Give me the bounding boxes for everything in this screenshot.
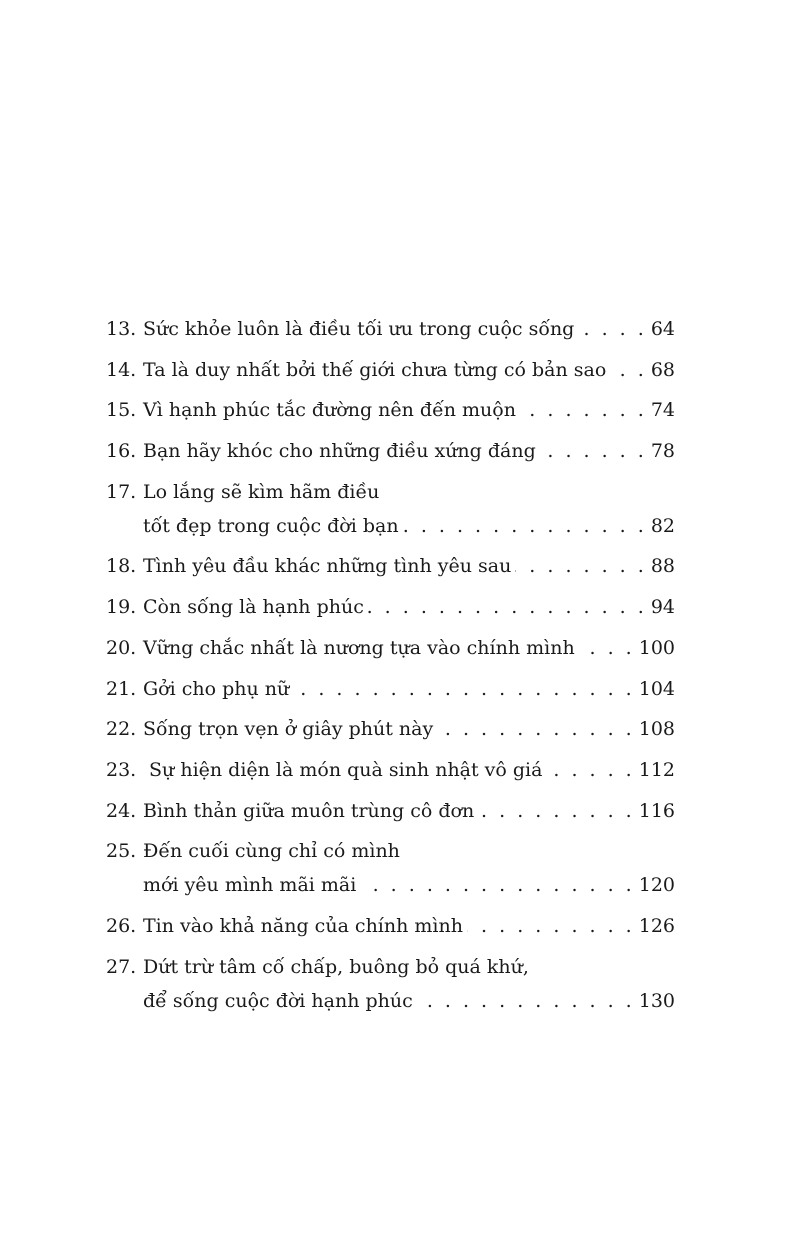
entry-title: Tin vào khả năng của chính mình	[143, 914, 463, 937]
entry-number: 21.	[106, 677, 137, 700]
dot-leader	[520, 393, 647, 427]
dot-leader	[478, 794, 635, 828]
toc-entry	[106, 312, 675, 346]
entry-title: Dứt trừ tâm cố chấp, buông bỏ quá khứ,	[143, 955, 529, 978]
toc-entry	[106, 834, 675, 902]
entry-page: 104	[638, 677, 675, 700]
entry-number: 20.	[106, 636, 137, 659]
toc-entry	[106, 353, 675, 387]
entry-number: 26.	[106, 914, 137, 937]
toc-entry	[106, 549, 675, 583]
entry-number: 23.	[106, 758, 137, 781]
toc-entry	[106, 590, 675, 624]
entry-title: Vì hạnh phúc tắc đường nên đến muộn	[143, 399, 516, 422]
entry-page: 64	[650, 318, 675, 340]
entry-title-continued: mới yêu mình mãi mãi	[143, 874, 357, 897]
entry-page: 82	[650, 514, 675, 537]
entry-number: 24.	[106, 799, 137, 822]
dot-leader	[540, 434, 647, 468]
entry-page: 108	[638, 718, 675, 741]
toc-entry	[106, 434, 675, 468]
dot-leader	[579, 631, 635, 665]
entry-page: 68	[650, 358, 675, 381]
toc-entry	[106, 672, 675, 706]
toc-entry	[106, 631, 675, 665]
dot-leader	[417, 984, 635, 1018]
dot-leader	[437, 712, 635, 746]
entry-title-continued: để sống cuộc đời hạnh phúc	[143, 989, 413, 1012]
entry-title: Đến cuối cùng chỉ có mình	[143, 840, 400, 863]
entry-page: 130	[638, 989, 675, 1012]
toc-entry	[106, 909, 675, 943]
entry-page: 78	[650, 440, 675, 463]
entry-number: 18.	[106, 555, 137, 578]
dot-leader	[403, 509, 647, 543]
dot-leader	[578, 312, 646, 346]
entry-title: Tình yêu đầu khác những tình yêu sau	[143, 555, 512, 578]
entry-page: 74	[650, 399, 675, 422]
entry-number: 13.	[106, 318, 137, 340]
entry-number: 15.	[106, 399, 137, 422]
entry-title-continued: tốt đẹp trong cuộc đời bạn	[143, 514, 399, 537]
entry-number: 22.	[106, 718, 137, 741]
entry-page: 112	[638, 758, 675, 781]
entry-page: 94	[650, 596, 675, 619]
entry-title: Sống trọn vẹn ở giây phút này	[143, 718, 434, 741]
dot-leader	[368, 590, 647, 624]
entry-number: 16.	[106, 440, 137, 463]
entry-title: Bạn hãy khóc cho những điều xứng đáng	[143, 440, 536, 463]
entry-page: 88	[650, 555, 675, 578]
toc-entry	[106, 950, 675, 1018]
dot-leader	[515, 549, 647, 583]
entry-number: 25.	[106, 840, 137, 863]
toc-entry	[106, 712, 675, 746]
toc-entry	[106, 794, 675, 828]
entry-title: Gởi cho phụ nữ	[143, 677, 290, 700]
dot-leader	[293, 672, 634, 706]
entry-number: 27.	[106, 955, 137, 978]
table-of-contents	[106, 312, 675, 1024]
toc-entry	[106, 475, 675, 543]
entry-page: 116	[638, 799, 675, 822]
entry-number: 19.	[106, 596, 137, 619]
entry-number: 14.	[106, 358, 137, 381]
dot-leader	[467, 909, 635, 943]
entry-title: Còn sống là hạnh phúc	[143, 596, 364, 619]
toc-entry	[106, 393, 675, 427]
entry-title: Lo lắng sẽ kìm hãm điều	[143, 480, 380, 503]
toc-entry	[106, 753, 675, 787]
entry-number: 17.	[106, 480, 137, 503]
entry-title: Sức khỏe luôn là điều tối ưu trong cuộc sống	[143, 318, 575, 340]
entry-title: Sự hiện diện là món quà sinh nhật vô giá	[143, 758, 543, 781]
entry-page: 100	[638, 636, 675, 659]
entry-page: 120	[638, 874, 675, 897]
dot-leader	[360, 868, 634, 902]
dot-leader	[546, 753, 634, 787]
dot-leader	[610, 353, 647, 387]
entry-title: Vững chắc nhất là nương tựa vào chính mình	[143, 636, 575, 659]
entry-page: 126	[638, 914, 675, 937]
entry-title: Bình thản giữa muôn trùng cô đơn	[143, 799, 475, 822]
entry-title: Ta là duy nhất bởi thế giới chưa từng có bản sao	[143, 358, 607, 381]
